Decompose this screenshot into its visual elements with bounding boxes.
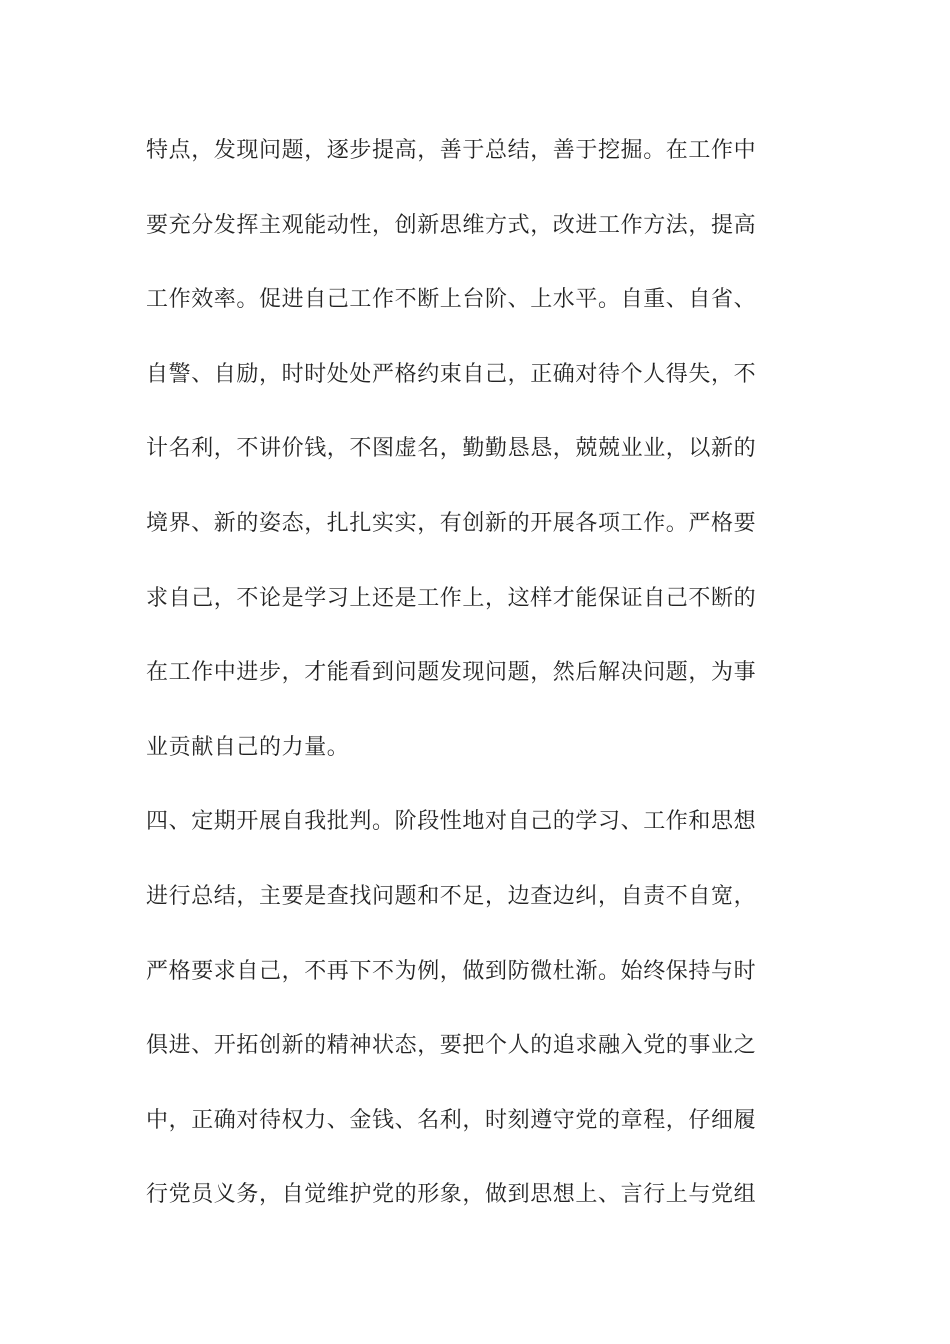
section-heading-line: 四、定期开展自我批判。阶段性地对自己的学习、工作和思想 [146, 809, 757, 835]
text-line: 严格要求自己，不再下不为例，做到防微杜渐。始终保持与时 [146, 958, 757, 984]
text-line: 工作效率。促进自己工作不断上台阶、上水平。自重、自省、 [146, 287, 757, 313]
text-line: 在工作中进步，才能看到问题发现问题，然后解决问题，为事 [146, 660, 757, 686]
text-line: 业贡献自己的力量。 [146, 734, 350, 760]
text-line: 计名利，不讲价钱，不图虚名，勤勤恳恳，兢兢业业，以新的 [146, 436, 757, 462]
text-line: 行党员义务，自觉维护党的形象，做到思想上、言行上与党组 [146, 1182, 757, 1208]
document-body [146, 131, 806, 1250]
text-line: 俱进、开拓创新的精神状态，要把个人的追求融入党的事业之 [146, 1033, 757, 1059]
text-line: 进行总结，主要是查找问题和不足，边查边纠，自责不自宽， [146, 883, 757, 909]
text-line: 自警、自励，时时处处严格约束自己，正确对待个人得失，不 [146, 361, 757, 387]
text-line: 中，正确对待权力、金钱、名利，时刻遵守党的章程，仔细履 [146, 1107, 757, 1133]
text-line: 境界、新的姿态，扎扎实实，有创新的开展各项工作。严格要 [146, 510, 757, 536]
text-line: 求自己，不论是学习上还是工作上，这样才能保证自己不断的 [146, 585, 757, 611]
text-line: 特点，发现问题，逐步提高，善于总结，善于挖掘。在工作中 [146, 138, 757, 163]
text-line: 要充分发挥主观能动性，创新思维方式，改进工作方法，提高 [146, 212, 757, 238]
